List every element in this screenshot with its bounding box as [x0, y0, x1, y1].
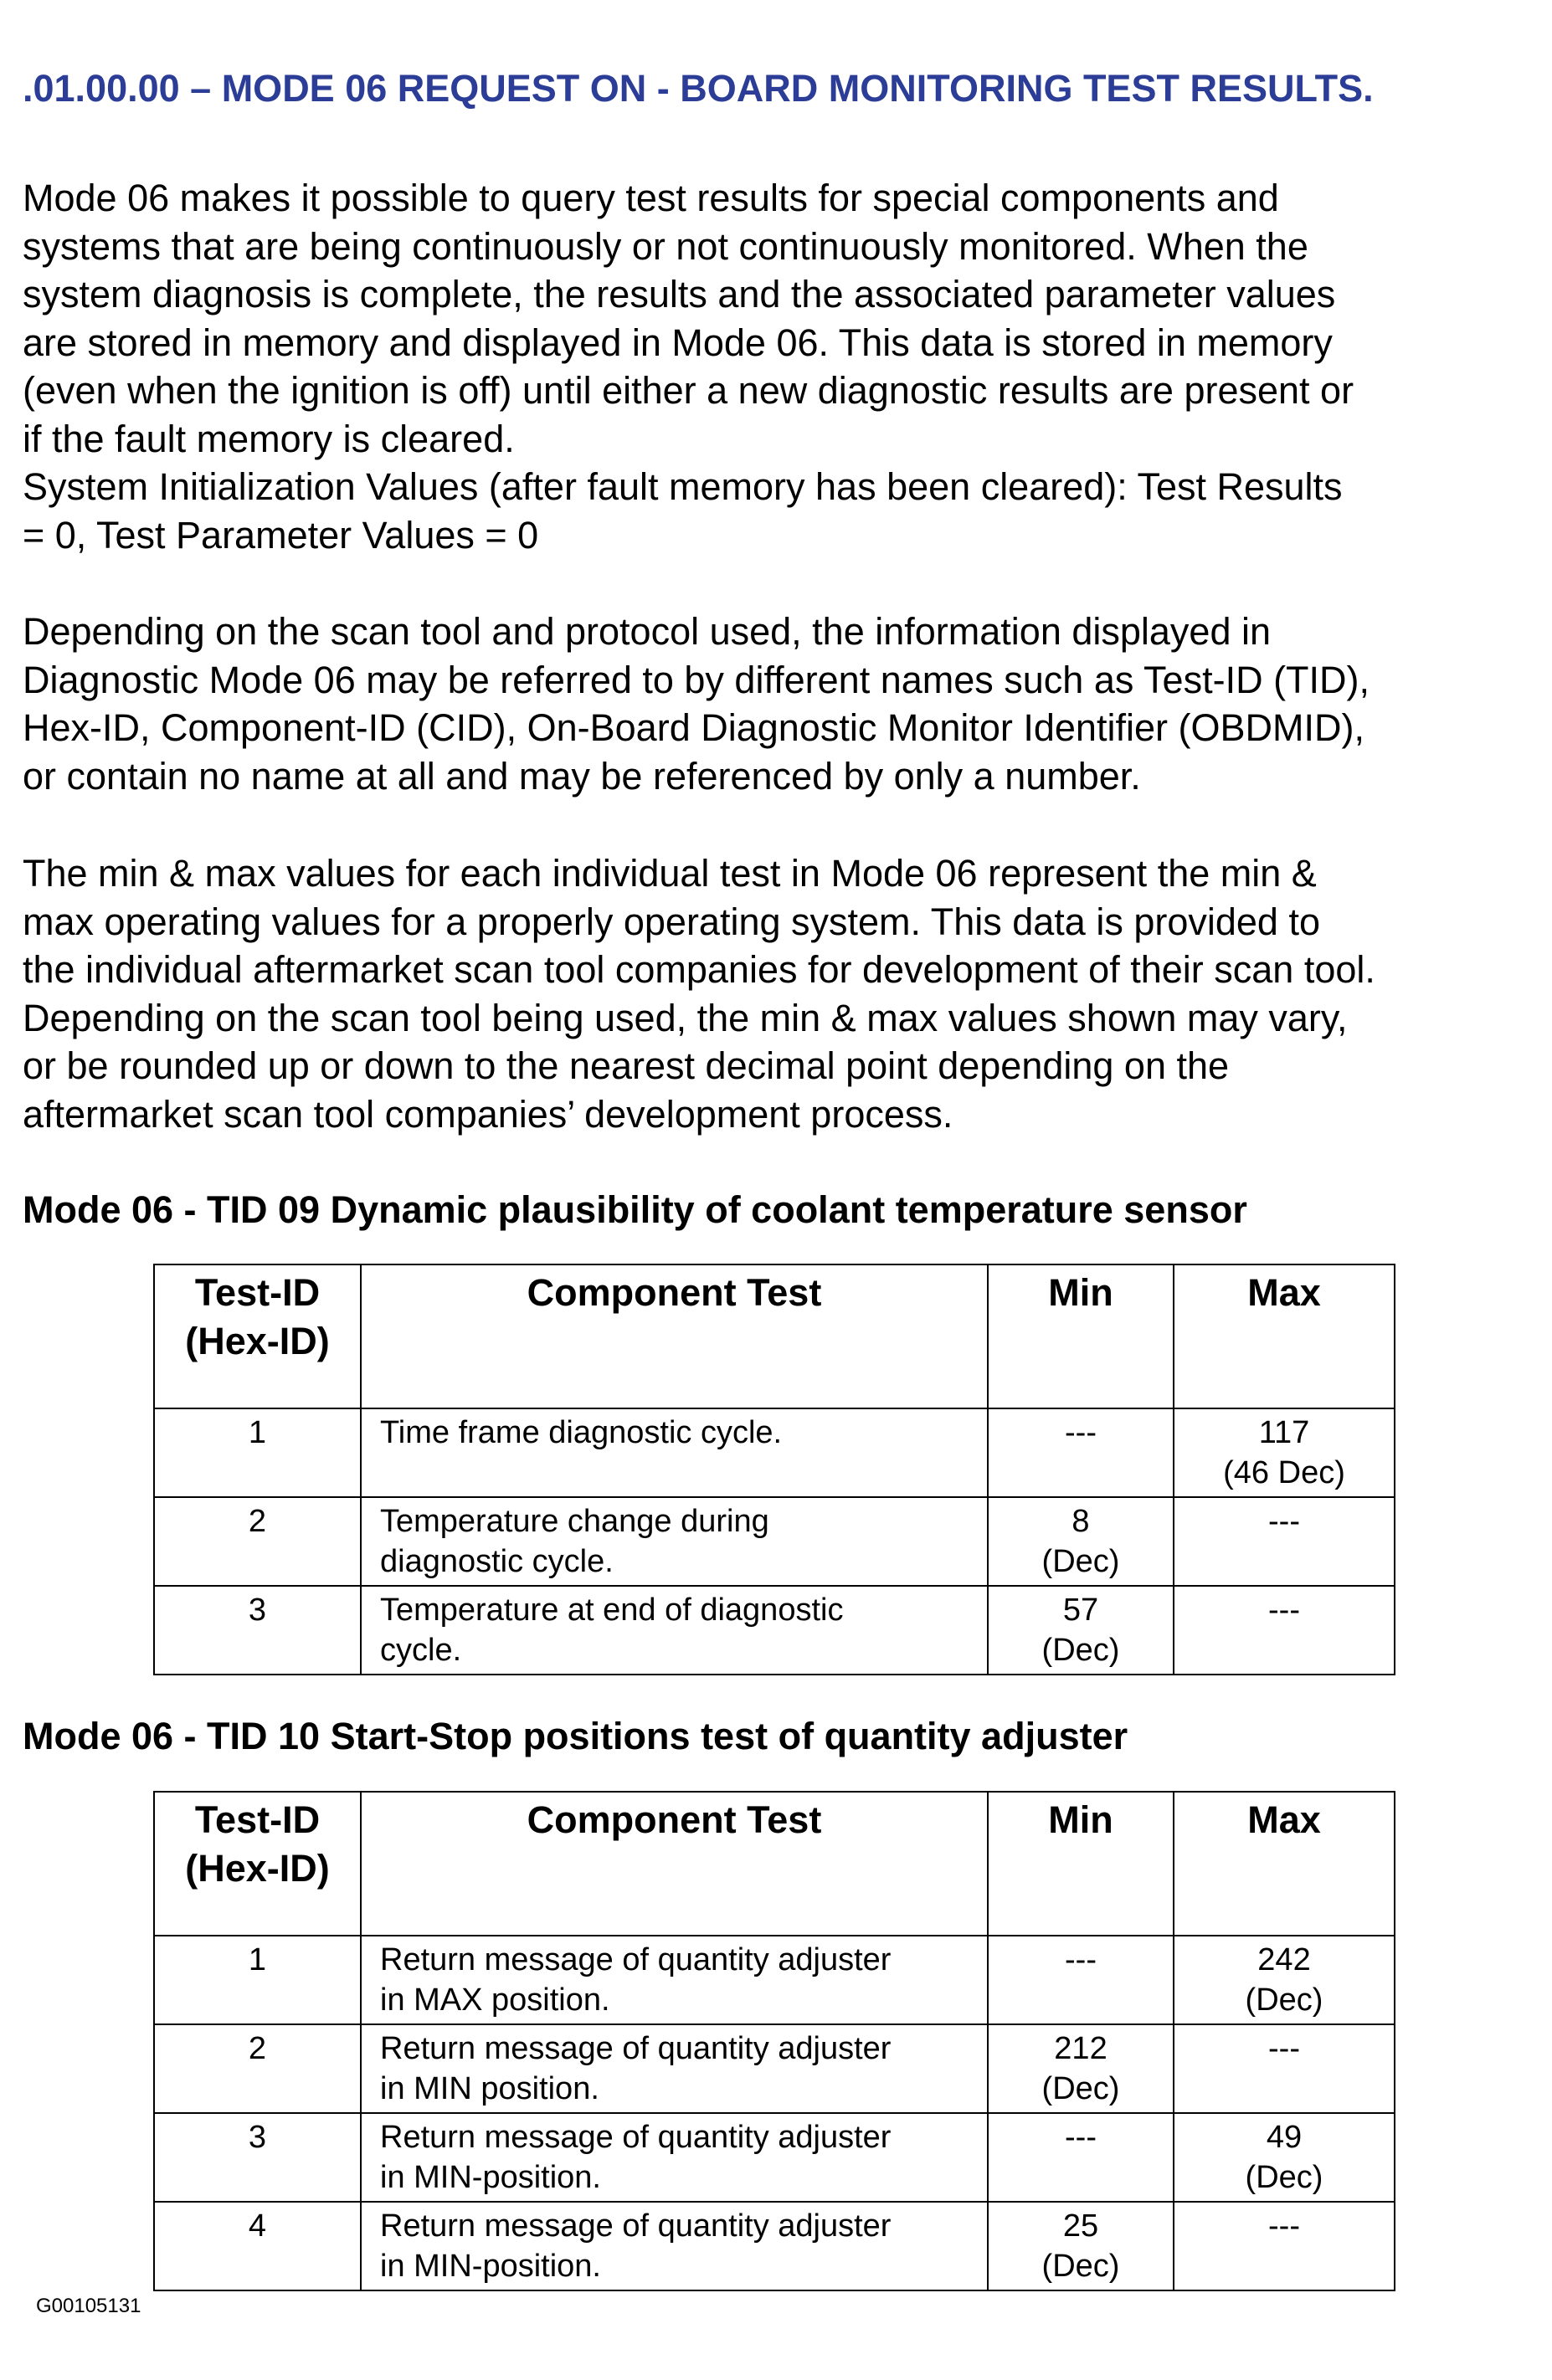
paragraph-line: Hex-ID, Component-ID (CID), On-Board Diagnostic Monitor Identifier (OBDMID), — [23, 706, 1364, 749]
cell-test-id: 2 — [154, 1497, 361, 1586]
document-title: .01.00.00 – MODE 06 REQUEST ON - BOARD MONITORING TEST RESULTS. — [23, 67, 1374, 110]
paragraph-line: max operating values for a properly operating system. This data is provided to — [23, 900, 1320, 943]
cell-component-test — [361, 2113, 988, 2202]
cell-component-test — [361, 1936, 988, 2024]
cell-text: (Dec) — [1245, 1982, 1323, 2018]
cell-text: 25 — [1062, 2208, 1099, 2244]
cell-text: --- — [1268, 2031, 1300, 2066]
paragraph-mode06-intro — [23, 174, 1354, 559]
cell-text: (Dec) — [1245, 2160, 1323, 2195]
cell-text: 49 — [1266, 2120, 1303, 2155]
table-row — [154, 2024, 1395, 2113]
cell-text: Temperature at end of diagnostic — [380, 1593, 844, 1628]
tid09-table — [153, 1264, 1395, 1675]
header-test-id-line2: (Hex-ID) — [185, 1320, 330, 1362]
paragraph-line: The min & max values for each individual test in Mode 06 represent the min & — [23, 852, 1317, 895]
cell-text: Return message of quantity adjuster — [380, 2120, 892, 2155]
cell-text: Return message of quantity adjuster — [380, 2208, 892, 2244]
cell-min — [988, 2202, 1174, 2290]
header-test-id-line1: Test-ID — [194, 1798, 321, 1841]
cell-text: Temperature change during — [380, 1504, 769, 1539]
cell-min — [988, 2113, 1174, 2202]
paragraph-line: Mode 06 makes it possible to query test results for special components and — [23, 177, 1279, 219]
cell-component-test — [361, 2202, 988, 2290]
cell-component-test — [361, 1497, 988, 1586]
paragraph-naming — [23, 608, 1370, 800]
paragraph-line: the individual aftermarket scan tool companies for development of their scan tool. — [23, 948, 1375, 991]
cell-component-test — [361, 2024, 988, 2113]
header-test-id-line2: (Hex-ID) — [185, 1847, 330, 1890]
cell-min — [988, 1408, 1174, 1497]
header-test-id — [154, 1264, 361, 1408]
paragraph-line: or contain no name at all and may be referenced by only a number. — [23, 754, 1141, 798]
cell-min — [988, 1497, 1174, 1586]
cell-text: in MAX position. — [380, 1982, 610, 2018]
paragraph-line: systems that are being continuously or not continuously monitored. When the — [23, 224, 1308, 268]
cell-text: (Dec) — [1041, 2071, 1120, 2106]
cell-text: (Dec) — [1041, 2249, 1120, 2284]
header-component-test: Component Test — [361, 1264, 988, 1408]
paragraph-line: if the fault memory is cleared. — [23, 417, 515, 460]
cell-component-test — [361, 1586, 988, 1675]
cell-text: --- — [1065, 2120, 1097, 2155]
cell-min — [988, 2024, 1174, 2113]
table-row — [154, 1586, 1395, 1675]
cell-test-id: 1 — [154, 1408, 361, 1497]
header-test-id-line1: Test-ID — [194, 1271, 321, 1314]
cell-text: 8 — [1071, 1504, 1090, 1539]
header-max: Max — [1174, 1792, 1395, 1936]
cell-test-id: 3 — [154, 1586, 361, 1675]
paragraph-line: are stored in memory and displayed in Mode 06. This data is stored in memory — [23, 321, 1333, 364]
cell-text: (Dec) — [1041, 1544, 1120, 1579]
header-test-id — [154, 1792, 361, 1936]
document-body — [23, 65, 1529, 112]
cell-text: (Dec) — [1041, 1633, 1120, 1668]
cell-text: diagnostic cycle. — [380, 1544, 614, 1579]
header-min: Min — [988, 1792, 1174, 1936]
cell-component-test — [361, 1408, 988, 1497]
paragraph-line: (even when the ignition is off) until either a new diagnostic results are present or — [23, 369, 1354, 412]
paragraph-line: System Initialization Values (after fault memory has been cleared): Test Results — [23, 465, 1343, 508]
cell-text: 117 — [1258, 1415, 1310, 1450]
cell-text: 57 — [1062, 1593, 1099, 1628]
paragraph-min-max — [23, 849, 1375, 1138]
cell-text: --- — [1065, 1942, 1097, 1977]
cell-text: (46 Dec) — [1223, 1455, 1345, 1490]
section-title-tid10: Mode 06 - TID 10 Start-Stop positions test of quantity adjuster — [23, 1715, 1128, 1757]
table-row — [154, 1936, 1395, 2024]
header-min: Min — [988, 1264, 1174, 1408]
cell-test-id: 2 — [154, 2024, 361, 2113]
paragraph-line: Depending on the scan tool and protocol used, the information displayed in — [23, 610, 1271, 653]
cell-max — [1174, 1408, 1395, 1497]
table-row — [154, 2113, 1395, 2202]
paragraph-line: Diagnostic Mode 06 may be referred to by different names such as Test-ID (TID), — [23, 658, 1370, 701]
section-title-tid09: Mode 06 - TID 09 Dynamic plausibility of coolant temperature sensor — [23, 1188, 1247, 1231]
table-header-row — [154, 1264, 1395, 1408]
cell-max — [1174, 2024, 1395, 2113]
cell-max — [1174, 1497, 1395, 1586]
cell-text: Return message of quantity adjuster — [380, 2031, 892, 2066]
cell-text: --- — [1268, 1504, 1300, 1539]
figure-code: G00105131 — [36, 2295, 141, 2317]
cell-test-id: 1 — [154, 1936, 361, 2024]
header-max: Max — [1174, 1264, 1395, 1408]
cell-text: 242 — [1257, 1942, 1311, 1977]
paragraph-line: = 0, Test Parameter Values = 0 — [23, 513, 539, 557]
table-row — [154, 2202, 1395, 2290]
paragraph-line: or be rounded up or down to the nearest decimal point depending on the — [23, 1044, 1230, 1087]
table-header-row — [154, 1792, 1395, 1936]
cell-text: Return message of quantity adjuster — [380, 1942, 892, 1977]
cell-test-id: 3 — [154, 2113, 361, 2202]
cell-max — [1174, 2113, 1395, 2202]
paragraph-line: Depending on the scan tool being used, the min & max values shown may vary, — [23, 996, 1348, 1039]
cell-text: --- — [1268, 1593, 1300, 1628]
cell-text: cycle. — [380, 1633, 462, 1668]
table-row — [154, 1408, 1395, 1497]
paragraph-line: system diagnosis is complete, the results and the associated parameter values — [23, 273, 1336, 315]
cell-max — [1174, 2202, 1395, 2290]
cell-text: in MIN position. — [380, 2071, 599, 2106]
cell-text: 212 — [1054, 2031, 1107, 2066]
cell-text: in MIN-position. — [380, 2249, 601, 2284]
cell-text: --- — [1065, 1415, 1097, 1450]
cell-text: Time frame diagnostic cycle. — [380, 1415, 783, 1450]
cell-text: --- — [1268, 2208, 1300, 2244]
cell-max — [1174, 1936, 1395, 2024]
header-component-test: Component Test — [361, 1792, 988, 1936]
cell-min — [988, 1936, 1174, 2024]
table-row — [154, 1497, 1395, 1586]
cell-text: in MIN-position. — [380, 2160, 601, 2195]
tid10-table — [153, 1791, 1395, 2291]
cell-test-id: 4 — [154, 2202, 361, 2290]
paragraph-line: aftermarket scan tool companies’ development process. — [23, 1092, 953, 1136]
cell-min — [988, 1586, 1174, 1675]
cell-max — [1174, 1586, 1395, 1675]
